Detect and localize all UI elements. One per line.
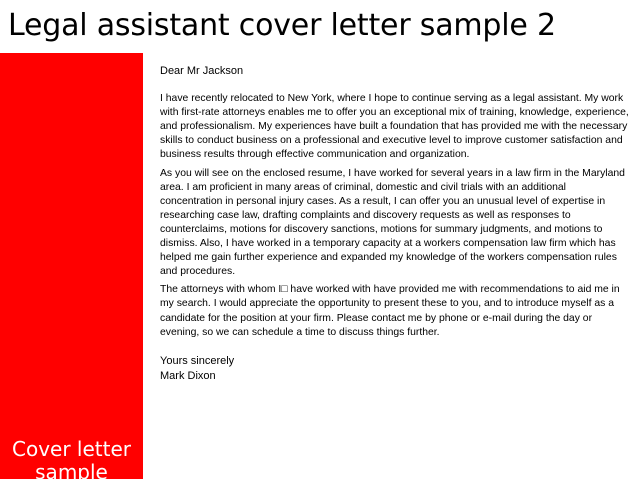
letter-greeting: Dear Mr Jackson: [160, 65, 244, 77]
sidebar-label-line2: sample: [35, 460, 108, 484]
letter-signature: Mark Dixon: [160, 369, 216, 382]
sidebar-panel: [0, 53, 143, 484]
sidebar-label: [0, 438, 143, 484]
letter-closing-block: [160, 354, 630, 384]
letter-paragraph-1: I have recently relocated to New York, where I hope to continue serving as a legal assistant. My work with first-rate attorneys enables me to offer you an exceptional mix of training, knowledge, experience, and professionalism. My experiences have built a foundation that has provided me with the necessary skills to conduct business on a professional and executive level to improve customer satisfaction and business results through effective communication and organization.: [160, 93, 629, 161]
sidebar-label-line1: Cover letter: [12, 437, 131, 461]
page-title: Legal assistant cover letter sample 2: [8, 8, 556, 43]
letter-paragraph-3: The attorneys with whom I□ have worked with have provided me with recommendations to aid me in my search. I would appreciate the opportunity to present these to you, and to introduce myself as a candidate for the position at your firm. Please contact me by phone or e-mail during the day or evening, so we can schedule a time to discuss things further.: [160, 284, 620, 338]
letter-body: [160, 64, 630, 384]
letter-closing: Yours sincerely: [160, 354, 235, 367]
letter-paragraph-2: As you will see on the enclosed resume, I have worked for several years in a law firm in the Maryland area. I am proficient in many areas of criminal, domestic and civil trials with an additional concentration in personal injury cases. As a result, I can offer you an unusual level of expertise in researching case law, drafting complaints and discovery requests as well as responses to counterclaims, motions for discovery sanctions, motions for summary judgments, and motions to dismiss. Also, I have worked in a temporary capacity at a workers compensation law firm which has helped me gain further experience and expanded my knowledge of the workers compensation rules and procedures.: [160, 167, 625, 278]
